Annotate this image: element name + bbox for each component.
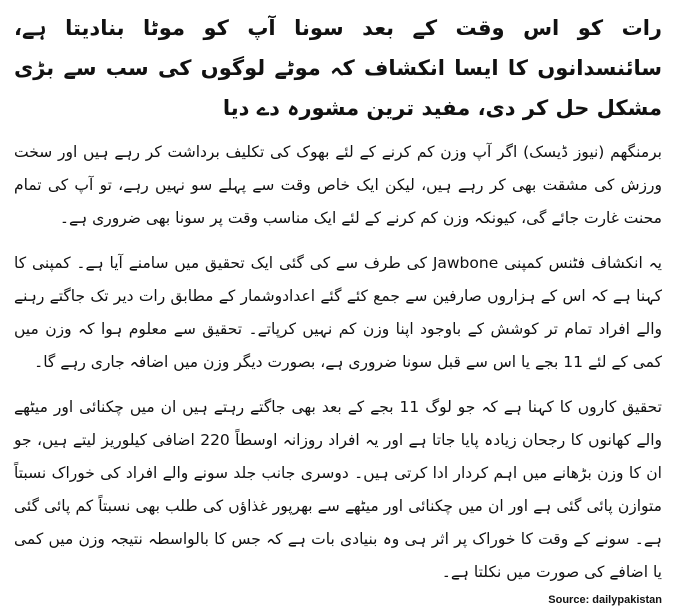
article-headline: رات کو اس وقت کے بعد سونا آپ کو موٹا بنادیتا ہے، سائنسدانوں کا ایسا انکشاف کہ موٹے لوگوں کی سب سے بڑی مشکل حل کر دی، مفید ترین مشورہ دے دیا	[14, 16, 662, 120]
source-credit: Source: dailypakistan	[548, 594, 662, 606]
article-paragraph: یہ انکشاف فٹنس کمپنی Jawbone کی طرف سے کی گئی ایک تحقیق میں سامنے آیا ہے۔ کمپنی کا کہنا ہے کہ اس کے ہزاروں صارفین سے جمع کئے گئے اعدادوشمار کے مطابق رات دیر تک جاگتے رہنے والے افراد تمام تر کوشش کے باوجود اپنا وزن کم نہیں کرپاتے۔ تحقیق سے معلوم ہوا کہ وزن میں کمی کے لئے 11 بجے یا اس سے قبل سونا ضروری ہے، بصورت دیگر وزن میں اضافہ جاری رہے گا۔	[14, 254, 662, 371]
article	[14, 8, 662, 606]
article-paragraph: تحقیق کاروں کا کہنا ہے کہ جو لوگ 11 بجے کے بعد بھی جاگتے رہتے ہیں ان میں چکنائی اور میٹھے والے کھانوں کا رجحان زیادہ پایا جاتا ہے اور یہ افراد روزانہ اوسطاً 220 اضافی کیلوریز لیتے ہیں، جو ان کا وزن بڑھانے میں اہم کردار ادا کرتی ہیں۔ دوسری جانب جلد سونے والے افراد کی خوراک نسبتاً متوازن پائی گئی ہے اور ان میں چکنائی اور میٹھے سے بھرپور غذاؤں کی طلب بھی نسبتاً کم پائی گئی ہے۔ سونے کے وقت کا خوراک پر اثر ہی وہ بنیادی بات ہے کہ جس کا بالواسطہ نتیجہ وزن میں کمی یا اضافے کی صورت میں نکلتا ہے۔	[14, 398, 662, 581]
article-paragraph: برمنگھم (نیوز ڈیسک) اگر آپ وزن کم کرنے کے لئے بھوک کی تکلیف برداشت کر رہے ہیں اور سخت ورزش کی مشقت بھی کر رہے ہیں، لیکن ایک خاص وقت سے پہلے سو نہیں رہے، تو آپ کی تمام محنت غارت جائے گی، کیونکہ وزن کم کرنے کے لئے ایک مناسب وقت پر سونا بھی ضروری ہے۔	[14, 143, 662, 227]
